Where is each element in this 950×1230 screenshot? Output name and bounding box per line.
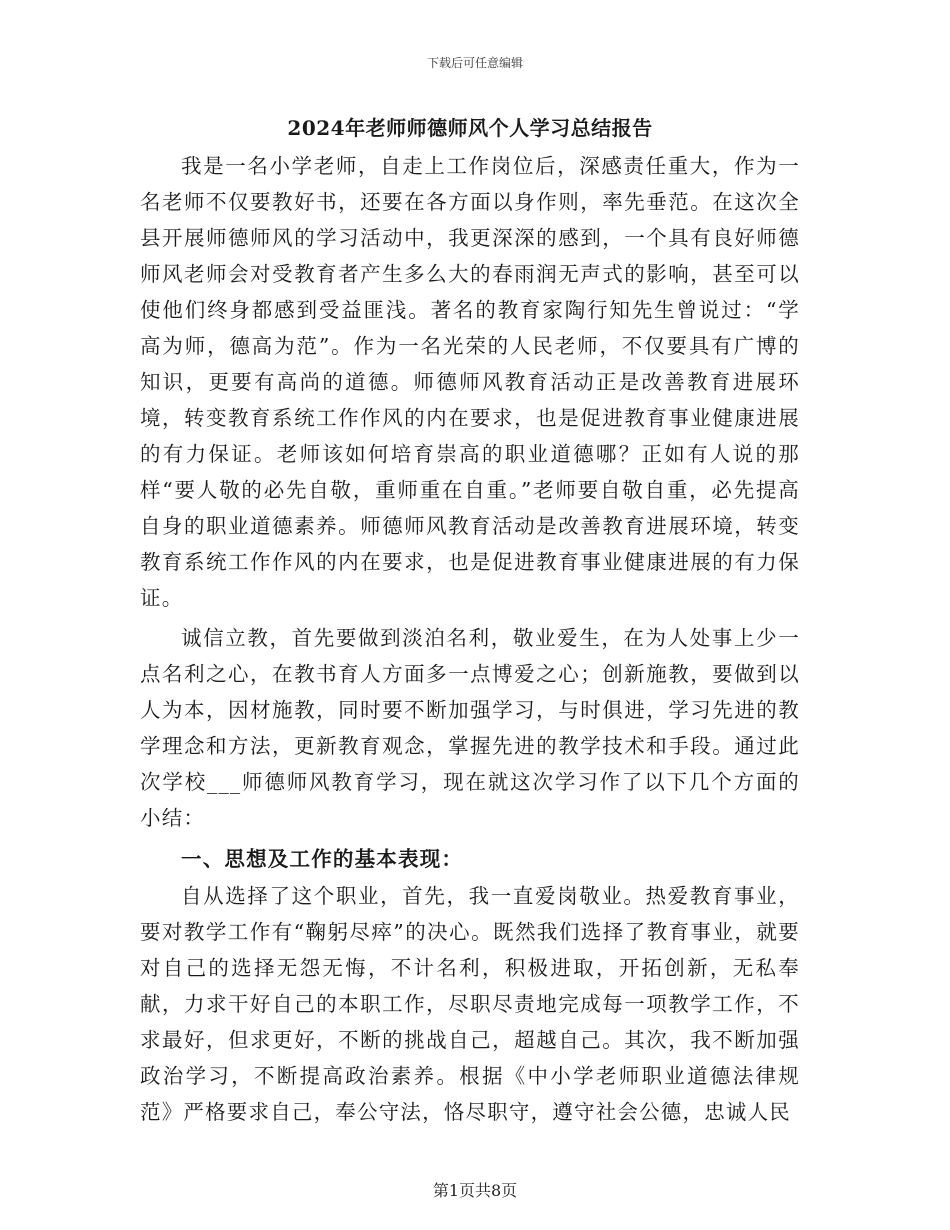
paragraph-section-body: 自从选择了这个职业，首先，我一直爱岗敬业。热爱教育事业，要对教学工作有“鞠躬尽瘁”的决心。既然我们选择了教育事业，就要对自己的选择无怨无悔，不计名利，积极进取，开拓创新，无私奉献，力求干好自己的本职工作，尽职尽责地完成每一项教学工作，不求最好，但求更好，不断的挑战自己，超越自己。其次，我不断加强政治学习，不断提高政治素养。根据《中小学老师职业道德法律规范》严格要求自己，奉公守法，恪尽职守，遵守社会公德，忠诚人民 xyxy=(140,884,800,1124)
section-heading: 一、思想及工作的基本表现： xyxy=(181,847,464,871)
document-body xyxy=(140,108,800,1134)
page-indicator: 第1页共8页 xyxy=(432,1181,518,1200)
document-title: 2024年老师师德师风个人学习总结报告 xyxy=(287,116,653,140)
header-note: 下载后可任意编辑 xyxy=(426,56,523,70)
paragraph-integrity: 诚信立教，首先要做到淡泊名利，敬业爱生，在为人处事上少一点名利之心，在教书育人方面多一点博爱之心；创新施教，要做到以人为本，因材施教，同时要不断加强学习，与时俱进，学习先进的教学理念和方法，更新教育观念，掌握先进的教学技术和手段。通过此次学校___师德师风教育学习，现在就这次学习作了以下几个方面的小结： xyxy=(140,626,800,830)
paragraph-intro: 我是一名小学老师，自走上工作岗位后，深感责任重大，作为一名老师不仅要教好书，还要在各方面以身作则，率先垂范。在这次全县开展师德师风的学习活动中，我更深深的感到，一个具有良好师德师风老师会对受教育者产生多么大的春雨润无声式的影响，甚至可以使他们终身都感到受益匪浅。著名的教育家陶行知先生曾说过：“学高为师，德高为范”。作为一名光荣的人民老师，不仅要具有广博的知识，更要有高尚的道德。师德师风教育活动正是改善教育进展环境，转变教育系统工作作风的内在要求，也是促进教育事业健康进展的有力保证。老师该如何培育崇高的职业道德哪？正如有人说的那样“要人敬的必先自敬，重师重在自重。”老师要自敬自重，必先提高自身的职业道德素养。师德师风教育活动是改善教育进展环境，转变教育系统工作作风的内在要求，也是促进教育事业健康进展的有力保证。 xyxy=(140,154,800,610)
